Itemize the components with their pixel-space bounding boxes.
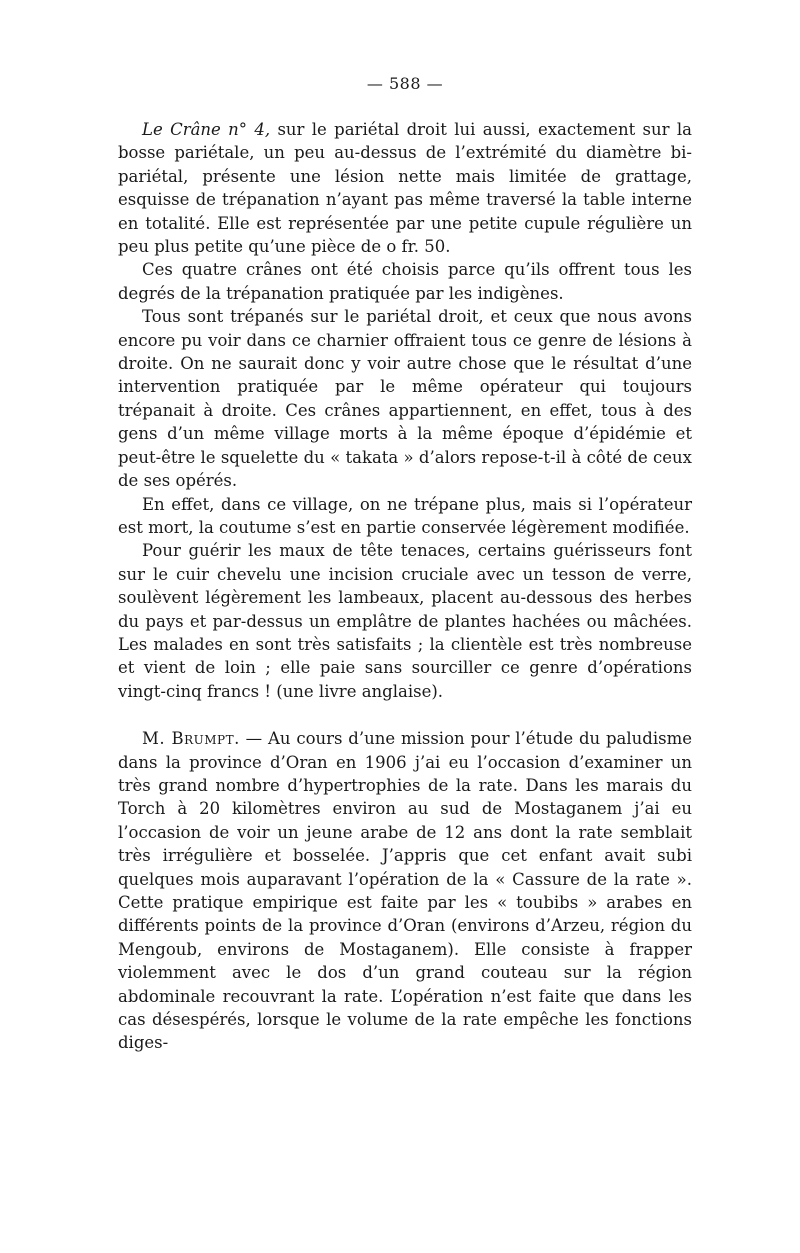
page-number: — 588 — xyxy=(366,74,444,93)
paragraph-brumpt xyxy=(118,727,692,1055)
paragraph-healers: Pour guérir les maux de tête tenaces, certains guérisseurs font sur le cuir chevelu une incision cruciale avec un tesson de verre, soulèvent légèrement les lambeaux, placent au-dessous des herbes du pays et par-dessus un emplâtre de plantes hachées ou mâchées. Les malades en sont très satisfaits ; la clientèle est très nombreuse et vient de loin ; elle paie sans sourciller ce genre d’opérations vingt-cinq francs ! (une livre anglaise). xyxy=(118,541,692,701)
paragraph-four-skulls: Ces quatre crânes ont été choisis parce qu’ils offrent tous les degrés de la trépanation pratiquée par les indigènes. xyxy=(118,260,692,303)
paragraph-text: sur le pariétal droit lui aussi, exactement sur la bosse pariétale, un peu au-dessus de l’extrémité du diamètre bi-pariétal, présente une lésion nette mais limitée de grattage, esquisse de trépanation n’ayant pas même traversé la table interne en totalité. Elle est représentée par une petite cupule régulière un peu plus petite qu’une pièce de o fr. 50. xyxy=(118,120,692,257)
page-body xyxy=(118,118,692,1055)
paragraph-right-parietal: Tous sont trépanés sur le pariétal droit, et ceux que nous avons encore pu voir dans ce charnier offraient tous ce genre de lésions à droite. On ne saurait donc y voir autre chose que le résultat d’une intervention pratiquée par le même opérateur qui toujours trépanait à droite. Ces crânes appartiennent, en effet, tous à des gens d’un même village morts à la même époque d’épidémie et peut-être le squelette du « takata » d’alors repose-t-il à côté de ceux de ses opérés. xyxy=(118,307,692,491)
paragraph-crane-4 xyxy=(118,118,692,258)
paragraph-custom-modified: En effet, dans ce village, on ne trépane plus, mais si l’opérateur est mort, la coutume s’est en partie conservée légèrement modifiée. xyxy=(118,494,692,537)
paragraph-lead: Le Crâne n° 4, xyxy=(142,120,271,139)
section-gap xyxy=(118,703,692,727)
paragraph-text: — Au cours d’une mission pour l’étude du paludisme dans la province d’Oran en 1906 j’ai eu l’occasion d’examiner un très grand nombre d’hypertrophies de la rate. Dans les marais du Torch à 20 kilomètres environ au sud de Mostaganem j’ai eu l’occasion de voir un jeune arabe de 12 ans dont la rate semblait très irrégulière et bosselée. J’appris que cet enfant avait subi quelques mois auparavant l’opération de la « Cassure de la rate ». Cette pratique empirique est faite par les « toubibs » arabes en différents points de la province d’Oran (environs d’Arzeu, région du Mengoub, environs de Mostaganem). Elle consiste à frapper violemment avec le dos d’un grand couteau sur la région abdominale recouvrant la rate. L’opération n’est faite que dans les cas désespérés, lorsque le volume de la rate empêche les fonctions diges- xyxy=(118,729,692,1053)
author-name: M. Brumpt. xyxy=(142,729,240,749)
